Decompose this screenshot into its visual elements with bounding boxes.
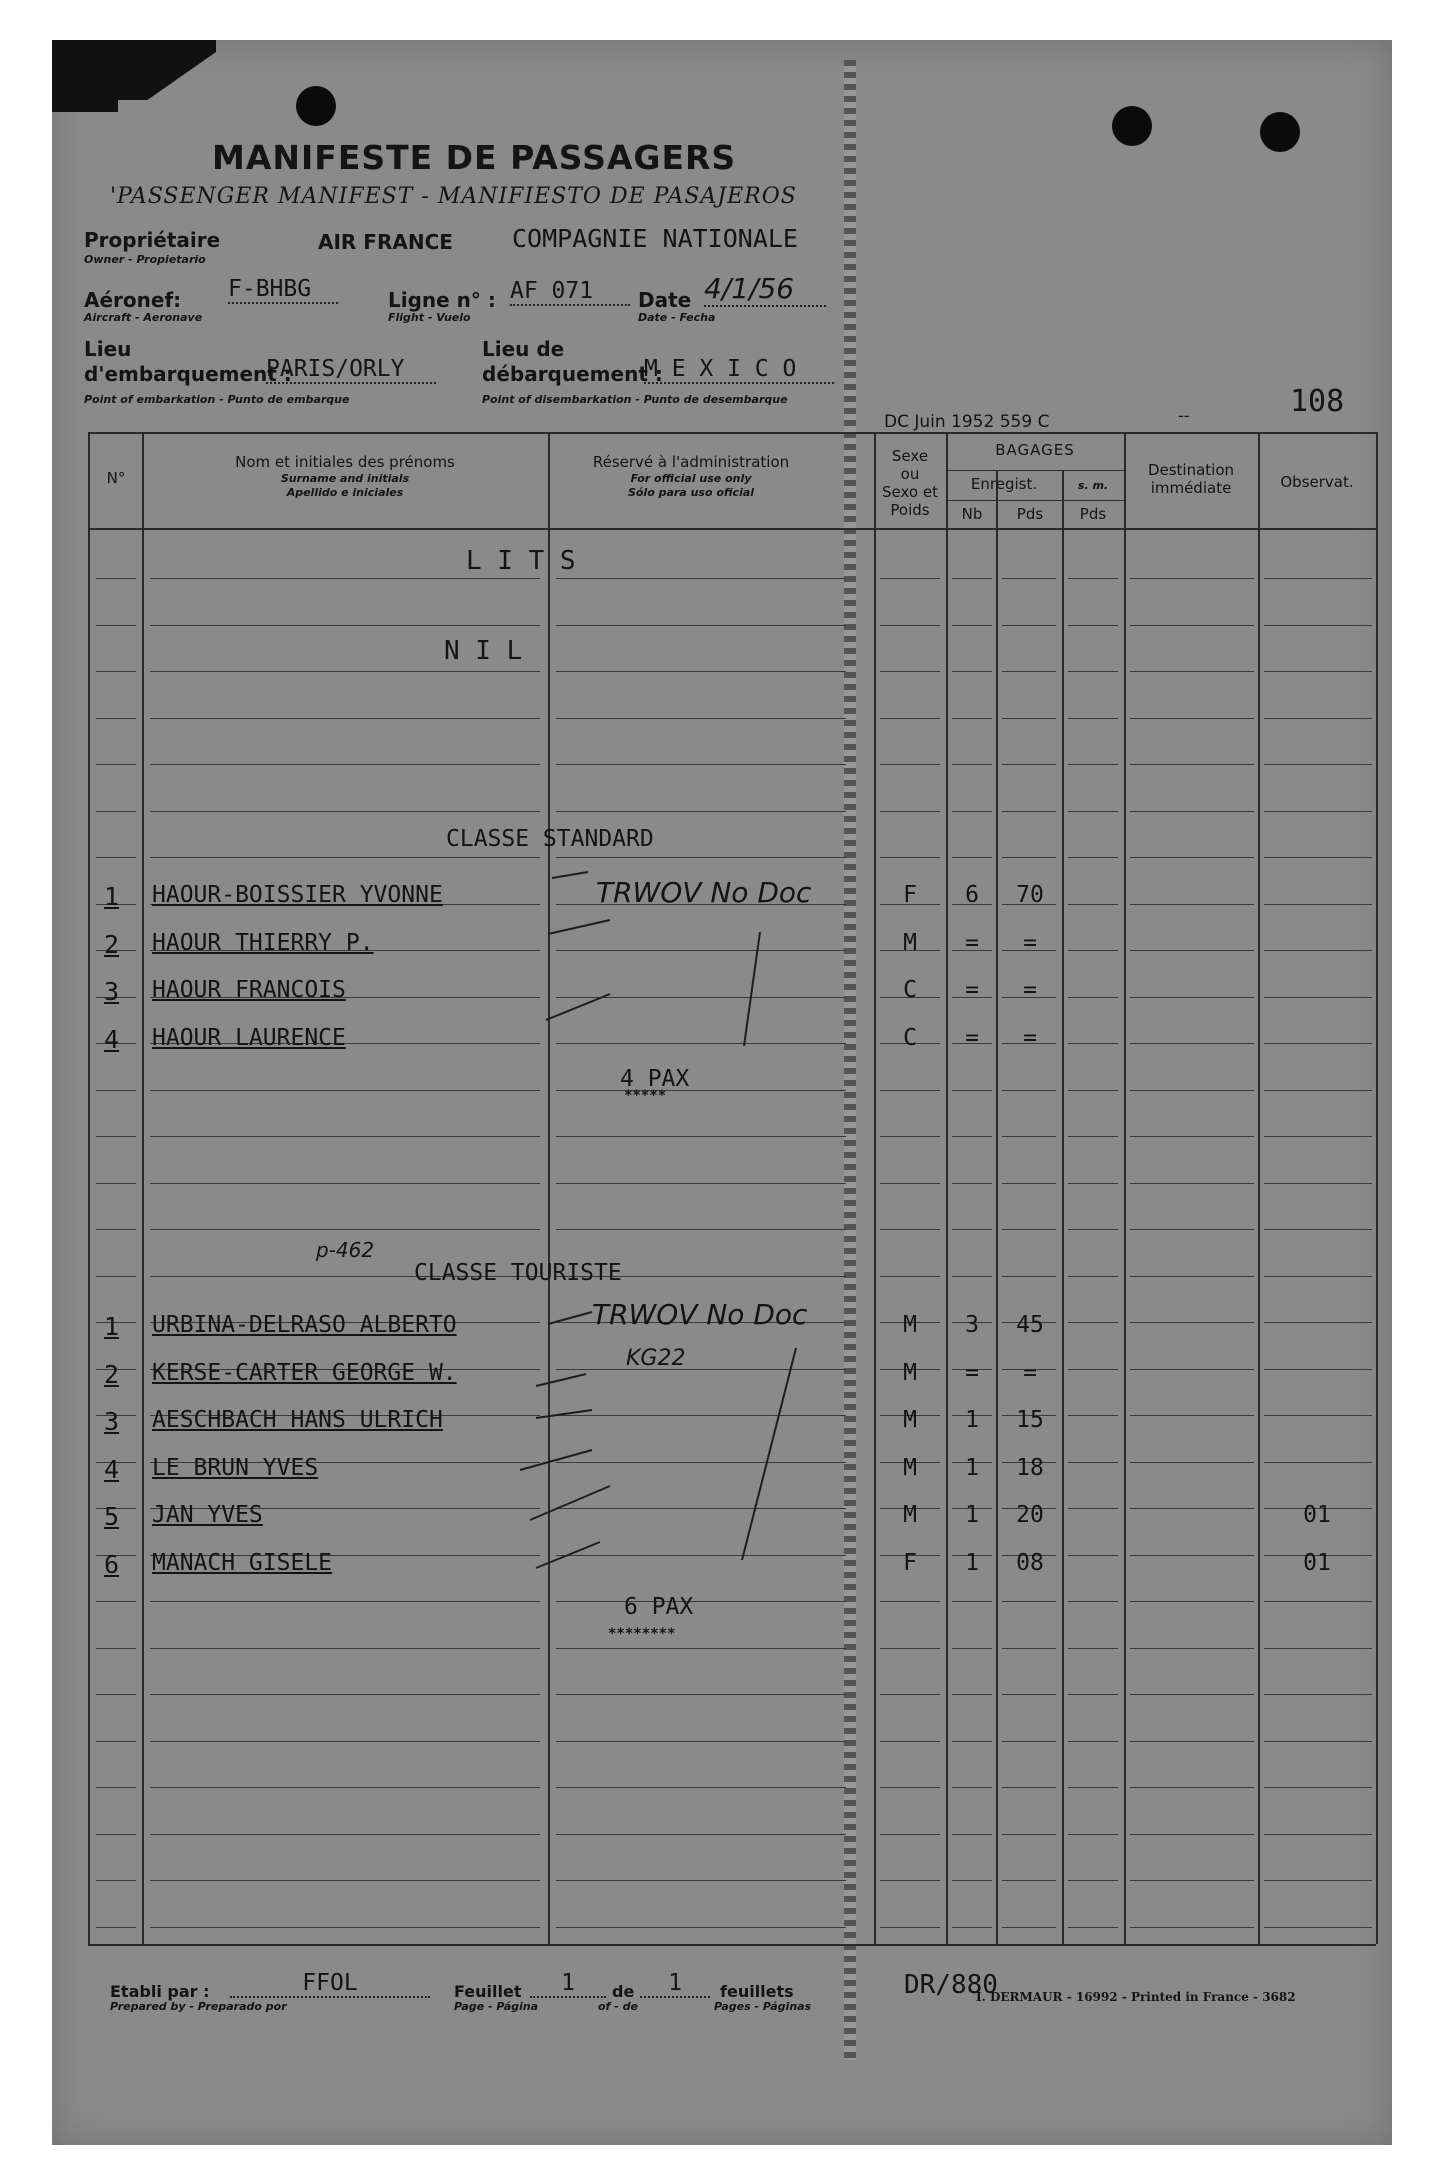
passenger-name: MANACH GISELE [152, 1549, 333, 1576]
passenger-name: URBINA-DELRASO ALBERTO [152, 1312, 457, 1338]
baggage-weight: 20 [1016, 1502, 1044, 1528]
standard-admin-annotation: TRWOV No Doc [596, 876, 812, 909]
tick-stroke [548, 920, 610, 934]
tick-stroke [530, 1486, 610, 1520]
baggage-weight: = [1023, 977, 1037, 1003]
passenger-sex: M [903, 1454, 917, 1481]
section-standard: CLASSE STANDARD [446, 826, 654, 852]
col-header-no: N° [106, 469, 126, 487]
sheet-sublabel: Page - Página [454, 2000, 539, 2013]
col-header-admin-en: For official use only [630, 472, 752, 485]
aircraft-label: Aéronef: [84, 288, 182, 312]
passenger-name: AESCHBACH HANS ULRICH [152, 1407, 443, 1433]
date-label: Date [638, 288, 692, 312]
baggage-weight: 70 [1016, 882, 1044, 908]
of-sublabel: of - de [598, 2000, 638, 2013]
tick-stroke [536, 1542, 600, 1568]
passenger-number: 4 [104, 1454, 120, 1484]
col-header-unregistered: s. m. [1077, 479, 1109, 492]
sheet-label: Feuillet [454, 1982, 522, 2001]
flight-label: Ligne n° : [388, 288, 496, 312]
passenger-number: 2 [104, 929, 120, 959]
date-value: 4/1/56 [704, 272, 826, 307]
col-header-sex-2: ou [900, 465, 920, 483]
baggage-weight: = [1023, 1024, 1037, 1051]
standard-stars: ***** [624, 1088, 667, 1104]
col-header-sex-1: Sexe [891, 447, 929, 465]
passenger-sex: F [903, 1549, 917, 1576]
passenger-number: 6 [104, 1549, 120, 1579]
passenger-sex: M [903, 1407, 917, 1433]
passenger-number: 1 [104, 1312, 120, 1341]
passenger-name: HAOUR FRANCOIS [152, 977, 346, 1003]
baggage-count: 1 [965, 1454, 979, 1481]
tick-stroke [536, 1374, 586, 1386]
passenger-number: 1 [104, 882, 120, 911]
col-header-name-en: Surname and initials [280, 472, 410, 485]
embark-label-line1: Lieu [84, 337, 132, 361]
owner-label: Propriétaire [84, 228, 221, 252]
pages-sublabel: Pages - Páginas [714, 2000, 812, 2013]
embark-sublabel: Point of embarkation - Punto de embarque [84, 393, 350, 406]
prepared-by-label: Etabli par : [110, 1982, 210, 2001]
aircraft-value: F-BHBG [228, 276, 338, 304]
touriste-total: 6 PAX [624, 1594, 694, 1620]
passenger-name: KERSE-CARTER GEORGE W. [152, 1359, 457, 1386]
col-header-admin-es: Sólo para uso oficial [627, 486, 755, 499]
disembark-label-line2: débarquement : [482, 362, 663, 386]
col-header-pds: Pds [1016, 505, 1044, 523]
passenger-number: 5 [104, 1502, 120, 1531]
passenger-number: 4 [104, 1024, 120, 1054]
form-dash: -- [1178, 406, 1190, 425]
of-label: de [612, 1982, 635, 2001]
sheet-value: 1 [530, 1970, 606, 1998]
of-value: 1 [640, 1970, 710, 1998]
owner-sublabel: Owner - Propietario [84, 253, 206, 266]
owner-company: AIR FRANCE [318, 230, 453, 254]
page-number: 108 [1290, 384, 1345, 419]
disembark-value: M E X I C O [644, 356, 834, 384]
page-subtitle: 'PASSENGER MANIFEST - MANIFIESTO DE PASAJEROS [110, 184, 797, 209]
passenger-name: HAOUR LAURENCE [152, 1024, 346, 1051]
passenger-sex: F [903, 882, 917, 908]
touriste-code-annotation: KG22 [626, 1346, 686, 1371]
touriste-handwritten-note: p-462 [316, 1238, 375, 1262]
baggage-weight: = [1023, 929, 1037, 956]
baggage-count: 1 [965, 1549, 979, 1576]
baggage-count: = [965, 929, 979, 956]
section-lits: L I T S [466, 546, 576, 576]
embark-value: PARIS/ORLY [266, 356, 436, 384]
col-header-sex-4: Poids [890, 501, 930, 519]
col-header-admin: Réservé à l'administration [592, 453, 790, 471]
col-header-name-es: Apellido e iniciales [286, 486, 404, 499]
passenger-observation: 01 [1303, 1549, 1331, 1576]
embark-label-line2: d'embarquement : [84, 362, 292, 386]
flight-value: AF 071 [510, 278, 630, 306]
disembark-sublabel: Point of disembarkation - Punto de desembarque [482, 393, 788, 406]
section-touriste: CLASSE TOURISTE [414, 1260, 622, 1286]
date-sublabel: Date - Fecha [638, 311, 716, 324]
baggage-count: = [965, 977, 979, 1003]
baggage-weight: 18 [1016, 1454, 1044, 1481]
dr-code: DR/880 [904, 1970, 998, 2000]
col-header-registered: Enregist. [970, 475, 1038, 493]
col-header-sex-3: Sexo et [882, 483, 938, 501]
baggage-count: 1 [965, 1407, 979, 1433]
touriste-admin-annotation: TRWOV No Doc [592, 1298, 808, 1331]
passenger-sex: C [903, 977, 917, 1003]
passenger-name: JAN YVES [152, 1502, 263, 1528]
baggage-count: 3 [965, 1312, 979, 1338]
form-reference: DC Juin 1952 559 C [884, 412, 1050, 432]
passenger-number: 2 [104, 1359, 120, 1389]
baggage-count: 6 [965, 882, 979, 908]
tick-stroke [536, 1410, 592, 1418]
printer-credit: I. DERMAUR - 16992 - Printed in France - 3682 [976, 1990, 1296, 2004]
tick-stroke [546, 994, 610, 1020]
pages-label: feuillets [720, 1982, 794, 2001]
tick-stroke [520, 1450, 592, 1470]
tick-stroke [552, 872, 588, 878]
bracket-stroke [742, 1348, 796, 1560]
disembark-label-line1: Lieu de [482, 337, 565, 361]
baggage-weight: 15 [1016, 1407, 1044, 1433]
bracket-stroke [744, 932, 760, 1046]
aircraft-sublabel: Aircraft - Aeronave [84, 311, 203, 324]
col-header-destination-2: immédiate [1150, 479, 1232, 497]
passenger-number: 3 [104, 1407, 120, 1436]
passenger-sex: M [903, 1359, 917, 1386]
baggage-weight: 08 [1016, 1549, 1044, 1576]
passenger-sex: M [903, 1502, 917, 1528]
tick-stroke [548, 1312, 592, 1324]
standard-total: 4 PAX [620, 1066, 690, 1092]
passenger-name: LE BRUN YVES [152, 1454, 319, 1481]
passenger-sex: C [903, 1024, 917, 1051]
page-title: MANIFESTE DE PASSAGERS [212, 138, 737, 177]
section-nil: N I L [444, 636, 523, 666]
col-header-baggage: BAGAGES [995, 441, 1075, 459]
owner-value: COMPAGNIE NATIONALE [512, 224, 798, 253]
prepared-by-value: FFOL [230, 1970, 430, 1998]
passenger-sex: M [903, 1312, 917, 1338]
col-header-pds-unregistered: Pds [1079, 505, 1107, 523]
col-header-observations: Observat. [1280, 473, 1354, 491]
passenger-name: HAOUR-BOISSIER YVONNE [152, 882, 443, 908]
baggage-weight: 45 [1016, 1312, 1044, 1338]
baggage-count: = [965, 1024, 979, 1051]
baggage-count: 1 [965, 1502, 979, 1528]
col-header-destination: Destination [1147, 461, 1235, 479]
passenger-number: 3 [104, 977, 120, 1006]
touriste-stars: ******** [608, 1626, 676, 1642]
col-header-nb: Nb [961, 505, 983, 523]
col-header-name: Nom et initiales des prénoms [235, 453, 455, 471]
passenger-sex: M [903, 929, 917, 956]
baggage-count: = [965, 1359, 979, 1386]
baggage-weight: = [1023, 1359, 1037, 1386]
flight-sublabel: Flight - Vuelo [388, 311, 471, 324]
prepared-by-sublabel: Prepared by - Preparado por [110, 2000, 287, 2013]
passenger-name: HAOUR THIERRY P. [152, 929, 374, 956]
passenger-observation: 01 [1303, 1502, 1331, 1528]
